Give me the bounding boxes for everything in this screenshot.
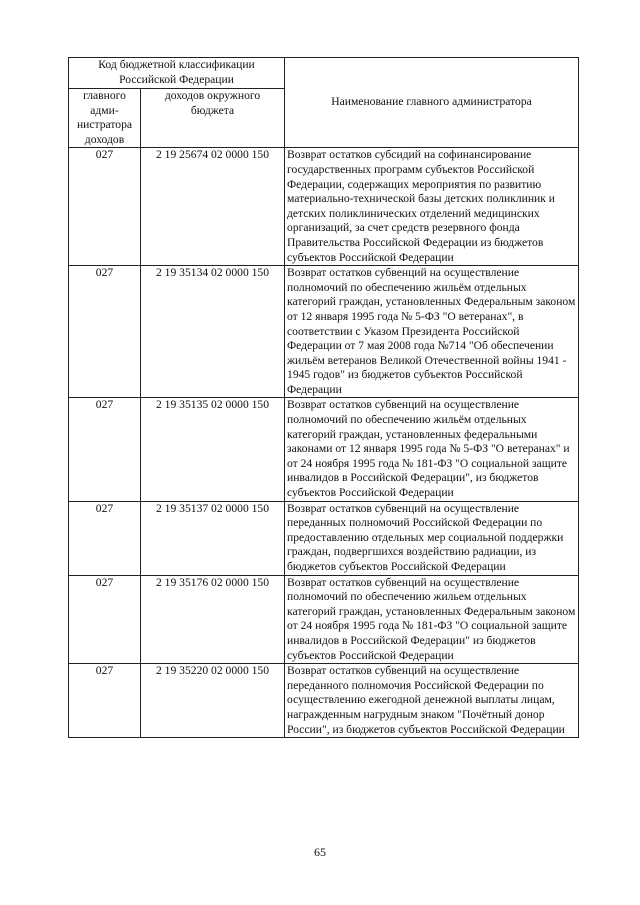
admin-code-cell: 027 bbox=[69, 398, 141, 501]
revenue-code-cell: 2 19 35137 02 0000 150 bbox=[141, 501, 285, 575]
budget-classification-table bbox=[68, 57, 579, 738]
table-row bbox=[69, 664, 579, 738]
admin-code-cell: 027 bbox=[69, 575, 141, 664]
administrator-name-cell: Возврат остатков субвенций на осуществление полномочий по обеспечению жильём отдельных категорий граждан, установленных федеральными законами от 12 января 1995 года № 5-ФЗ "О ветеранах" и от 24 ноября 1995 года № 181-ФЗ "О социальной защите инвалидов в Российской Федерации", из бюджетов субъектов Российской Федерации bbox=[285, 398, 579, 501]
administrator-name-cell: Возврат остатков субвенций на осуществление полномочий по обеспечению жильем отдельных категорий граждан, установленных Федеральным законом от 24 ноября 1995 года № 181-ФЗ "О социальной защите инвалидов в Российской Федерации" из бюджетов субъектов Российской Федерации bbox=[285, 575, 579, 664]
administrator-name-cell: Возврат остатков субвенций на осуществление переданного полномочия Российской Федерации по осуществлению ежегодной денежной выплаты лицам, награжденным нагрудным знаком "Почётный донор России", из бюджетов субъектов Российской Федерации bbox=[285, 664, 579, 738]
admin-code-cell: 027 bbox=[69, 148, 141, 266]
admin-code-cell: 027 bbox=[69, 266, 141, 398]
page-number: 65 bbox=[314, 845, 326, 859]
admin-code-cell: 027 bbox=[69, 664, 141, 738]
header-budget-classification-code: Код бюджетной классификации Российской Федерации bbox=[69, 58, 285, 89]
table-row bbox=[69, 266, 579, 398]
table-row bbox=[69, 148, 579, 266]
header-chief-administrator: главного адми-нистратора доходов bbox=[69, 89, 141, 148]
table-header bbox=[69, 58, 579, 148]
table-body bbox=[69, 148, 579, 738]
revenue-code-cell: 2 19 25674 02 0000 150 bbox=[141, 148, 285, 266]
header-administrator-name: Наименование главного администратора bbox=[285, 58, 579, 148]
revenue-code-cell: 2 19 35135 02 0000 150 bbox=[141, 398, 285, 501]
header-district-budget-revenue: доходов окружного бюджета bbox=[141, 89, 285, 148]
revenue-code-cell: 2 19 35134 02 0000 150 bbox=[141, 266, 285, 398]
table-row bbox=[69, 501, 579, 575]
revenue-code-cell: 2 19 35220 02 0000 150 bbox=[141, 664, 285, 738]
administrator-name-cell: Возврат остатков субвенций на осуществление переданных полномочий Российской Федерации по предоставлению отдельных мер социальной поддержки граждан, подвергшихся воздействию радиации, из бюджетов субъектов Российской Федерации bbox=[285, 501, 579, 575]
admin-code-cell: 027 bbox=[69, 501, 141, 575]
administrator-name-cell: Возврат остатков субсидий на софинансирование государственных программ субъектов Российской Федерации, содержащих мероприятия по развитию материально-технической базы детских поликлиник и детских поликлинических отделений медицинских организаций, за счет средств резервного фонда Правительства Российской Федерации из бюджетов субъектов Российской Федерации bbox=[285, 148, 579, 266]
table-row bbox=[69, 575, 579, 664]
table-row bbox=[69, 398, 579, 501]
administrator-name-cell: Возврат остатков субвенций на осуществление полномочий по обеспечению жильём отдельных категорий граждан, установленных Федеральным законом от 12 января 1995 года № 5-ФЗ "О ветеранах", в соответствии с Указом Президента Российской Федерации от 7 мая 2008 года №714 "Об обеспечении жильём ветеранов Великой Отечественной войны 1941 - 1945 годов" из бюджетов субъектов Российской Федерации bbox=[285, 266, 579, 398]
revenue-code-cell: 2 19 35176 02 0000 150 bbox=[141, 575, 285, 664]
